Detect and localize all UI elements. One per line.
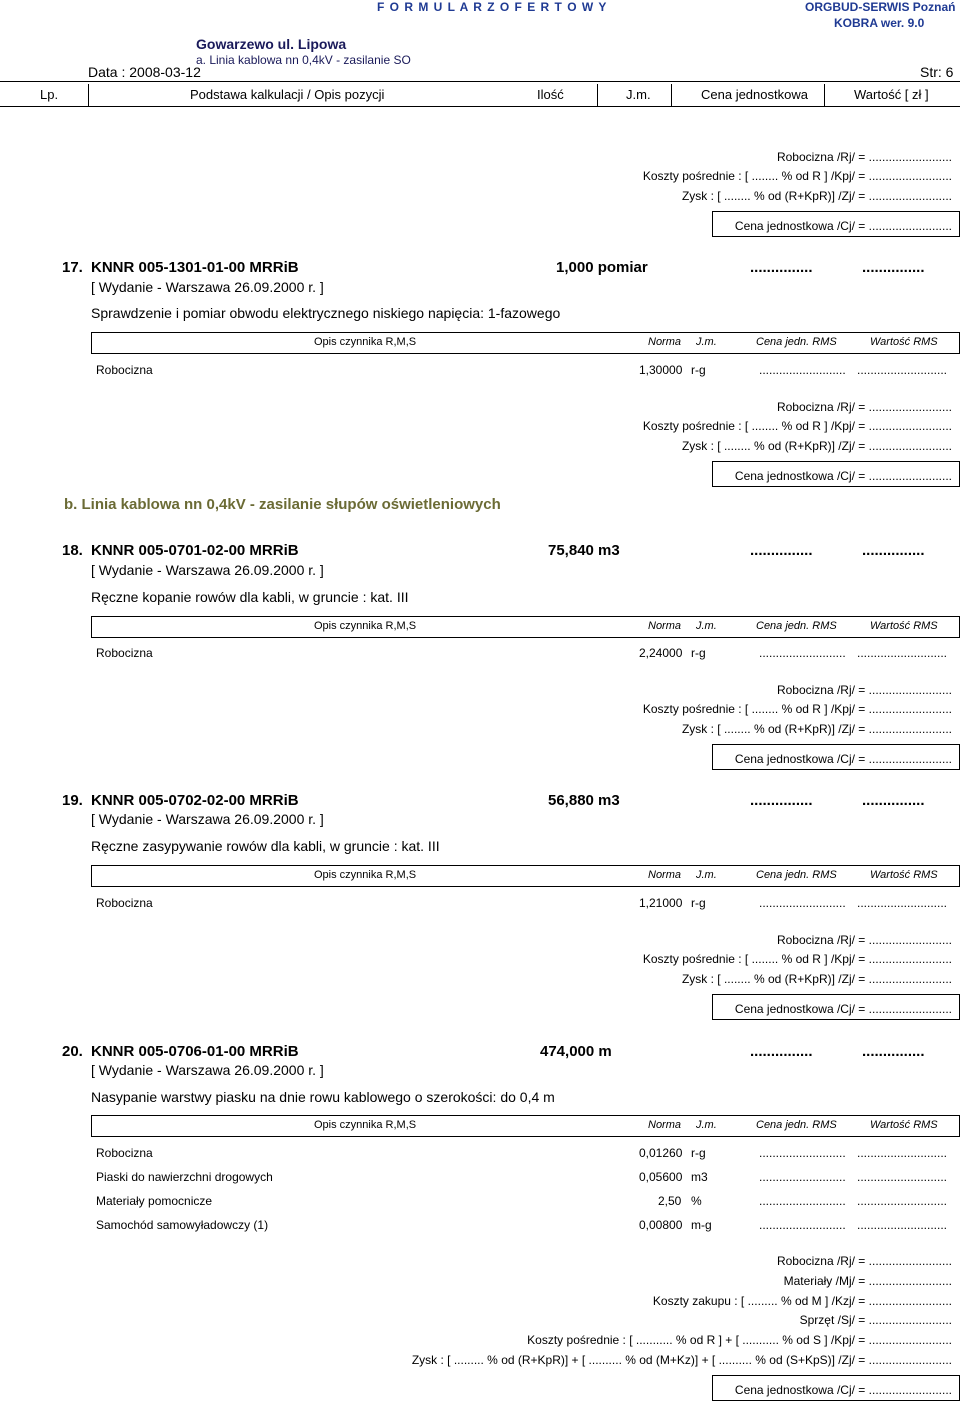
col-basis: Podstawa kalkulacji / Opis pozycji: [190, 87, 385, 102]
rms-norma-header: Norma: [648, 869, 682, 881]
rms-header: [91, 865, 960, 887]
item-description: Nasypanie warstwy piasku na dnie rowu kablowego o szerokości: do 0,4 m: [91, 1089, 555, 1105]
summary-kpj: Koszty pośrednie : [ ........... % od R ] + [ ........... % od S ] /Kpj/ = .........................: [527, 1333, 952, 1347]
resource-price-dots: ..........................: [759, 646, 846, 660]
col-unit-price: Cena jednostkowa: [701, 87, 808, 102]
rms-jm-header: J.m.: [696, 869, 717, 881]
resource-name: Materiały pomocnicze: [96, 1194, 213, 1208]
rms-desc-header: Opis czynnika R,M,S: [314, 336, 417, 348]
resource-name: Robocizna: [96, 1146, 153, 1160]
rms-norma-header: Norma: [648, 336, 682, 348]
resource-unit: %: [691, 1194, 702, 1208]
resource-price-dots: ..........................: [759, 1194, 846, 1208]
col-divider: [671, 84, 672, 106]
item-quantity: 1,000 pomiar: [556, 259, 648, 276]
resource-value-dots: ...........................: [857, 1194, 948, 1208]
item-quantity: 474,000 m: [540, 1043, 612, 1060]
summary-zj: Zysk : [ ........ % od (R+KpR)] /Zj/ = .........................: [681, 722, 952, 736]
item-unit-price-dots: ...............: [750, 1043, 813, 1060]
summary-cj: Cena jednostkowa /Cj/ = .........................: [734, 1002, 952, 1016]
summary-cj: Cena jednostkowa /Cj/ = .........................: [734, 219, 952, 233]
resource-value-dots: ...........................: [857, 1170, 948, 1184]
item-code: KNNR 005-0706-01-00 MRRiB: [91, 1043, 299, 1060]
rms-price-header: Cena jedn. RMS: [756, 869, 837, 881]
rms-jm-header: J.m.: [696, 1119, 717, 1131]
resource-value-dots: ...........................: [857, 1218, 948, 1232]
item-value-dots: ...............: [862, 259, 925, 276]
date-label: Data : 2008-03-12: [88, 64, 201, 80]
rms-price-header: Cena jedn. RMS: [756, 620, 837, 632]
item-edition: [ Wydanie - Warszawa 26.09.2000 r. ]: [91, 1062, 324, 1078]
resource-name: Piaski do nawierzchni drogowych: [96, 1170, 273, 1184]
form-title: F O R M U L A R Z O F E R T O W Y: [377, 0, 608, 14]
col-value: Wartość [ zł ]: [854, 87, 929, 102]
rms-value-header: Wartość RMS: [870, 1119, 938, 1131]
summary-kpj: Koszty pośrednie : [ ........ % od R ] /Kpj/ = .........................: [642, 169, 952, 183]
resource-norma: 0,05600: [639, 1170, 683, 1184]
col-divider: [824, 84, 825, 106]
summary-kpj: Koszty pośrednie : [ ........ % od R ] /Kpj/ = .........................: [642, 952, 952, 966]
summary-cj: Cena jednostkowa /Cj/ = .........................: [734, 752, 952, 766]
summary-kpj: Koszty pośrednie : [ ........ % od R ] /Kpj/ = .........................: [642, 702, 952, 716]
section-heading: b. Linia kablowa nn 0,4kV - zasilanie słupów oświetleniowych: [64, 496, 501, 513]
summary-zj: Zysk : [ ......... % od (R+KpR)] + [ .......... % od (M+Kz)] + [ .......... % od (S+KpS)] /Zj/ = .........................: [411, 1353, 952, 1367]
item-number: 18.: [62, 542, 83, 559]
resource-value-dots: ...........................: [857, 896, 948, 910]
rms-jm-header: J.m.: [696, 336, 717, 348]
item-code: KNNR 005-1301-01-00 MRRiB: [91, 259, 299, 276]
col-lp: Lp.: [40, 87, 59, 102]
rms-header: [91, 332, 960, 354]
resource-value-dots: ...........................: [857, 646, 948, 660]
rms-desc-header: Opis czynnika R,M,S: [314, 1119, 417, 1131]
resource-name: Robocizna: [96, 646, 153, 660]
page-number: Str: 6: [920, 64, 954, 80]
summary-sj: Sprzęt /Sj/ = .........................: [799, 1313, 952, 1327]
resource-price-dots: ..........................: [759, 363, 846, 377]
summary-rj: Robocizna /Rj/ = .........................: [776, 400, 952, 414]
resource-norma: 2,50: [658, 1194, 682, 1208]
item-value-dots: ...............: [862, 542, 925, 559]
resource-unit: r-g: [691, 363, 706, 377]
resource-value-dots: ...........................: [857, 363, 948, 377]
rms-norma-header: Norma: [648, 620, 682, 632]
item-description: Sprawdzenie i pomiar obwodu elektrycznego niskiego napięcia: 1-fazowego: [91, 305, 561, 321]
rms-value-header: Wartość RMS: [870, 869, 938, 881]
rms-value-header: Wartość RMS: [870, 620, 938, 632]
item-description: Ręczne kopanie rowów dla kabli, w gruncie : kat. III: [91, 589, 409, 605]
software-version: KOBRA wer. 9.0: [834, 16, 925, 30]
rms-value-header: Wartość RMS: [870, 336, 938, 348]
resource-unit: m-g: [691, 1218, 712, 1232]
resource-price-dots: ..........................: [759, 1146, 846, 1160]
item-unit-price-dots: ...............: [750, 259, 813, 276]
item-value-dots: ...............: [862, 1043, 925, 1060]
resource-norma: 0,01260: [639, 1146, 683, 1160]
item-number: 17.: [62, 259, 83, 276]
resource-unit: m3: [691, 1170, 708, 1184]
resource-unit: r-g: [691, 896, 706, 910]
company-name: ORGBUD-SERWIS Poznań: [805, 0, 956, 14]
resource-value-dots: ...........................: [857, 1146, 948, 1160]
summary-rj: Robocizna /Rj/ = .........................: [776, 1254, 952, 1268]
item-number: 19.: [62, 792, 83, 809]
rms-desc-header: Opis czynnika R,M,S: [314, 620, 417, 632]
summary-mj: Materiały /Mj/ = .........................: [783, 1274, 952, 1288]
col-divider: [597, 84, 598, 106]
item-description: Ręczne zasypywanie rowów dla kabli, w gruncie : kat. III: [91, 838, 440, 854]
resource-norma: 0,00800: [639, 1218, 683, 1232]
item-edition: [ Wydanie - Warszawa 26.09.2000 r. ]: [91, 811, 324, 827]
col-qty: Ilość: [537, 87, 564, 102]
rms-jm-header: J.m.: [696, 620, 717, 632]
col-unit: J.m.: [626, 87, 651, 102]
item-code: KNNR 005-0702-02-00 MRRiB: [91, 792, 299, 809]
header-bottom-rule: [0, 106, 960, 107]
item-unit-price-dots: ...............: [750, 542, 813, 559]
resource-name: Robocizna: [96, 896, 153, 910]
rms-header: [91, 1115, 960, 1137]
summary-rj: Robocizna /Rj/ = .........................: [776, 683, 952, 697]
summary-cj: Cena jednostkowa /Cj/ = .........................: [734, 1383, 952, 1397]
item-unit-price-dots: ...............: [750, 792, 813, 809]
summary-kzj: Koszty zakupu : [ ......... % od M ] /Kzj/ = .........................: [652, 1294, 952, 1308]
col-divider: [88, 84, 89, 106]
item-quantity: 56,880 m3: [548, 792, 620, 809]
resource-norma: 2,24000: [639, 646, 683, 660]
summary-cj: Cena jednostkowa /Cj/ = .........................: [734, 469, 952, 483]
resource-unit: r-g: [691, 646, 706, 660]
resource-unit: r-g: [691, 1146, 706, 1160]
site-title: Gowarzewo ul. Lipowa: [196, 36, 347, 52]
rms-norma-header: Norma: [648, 1119, 682, 1131]
resource-norma: 1,21000: [639, 896, 683, 910]
item-value-dots: ...............: [862, 792, 925, 809]
item-number: 20.: [62, 1043, 83, 1060]
summary-kpj: Koszty pośrednie : [ ........ % od R ] /Kpj/ = .........................: [642, 419, 952, 433]
summary-zj: Zysk : [ ........ % od (R+KpR)] /Zj/ = .........................: [681, 439, 952, 453]
resource-price-dots: ..........................: [759, 1218, 846, 1232]
resource-price-dots: ..........................: [759, 1170, 846, 1184]
rms-price-header: Cena jedn. RMS: [756, 1119, 837, 1131]
resource-price-dots: ..........................: [759, 896, 846, 910]
item-edition: [ Wydanie - Warszawa 26.09.2000 r. ]: [91, 279, 324, 295]
resource-name: Robocizna: [96, 363, 153, 377]
rms-header: [91, 616, 960, 638]
rms-price-header: Cena jedn. RMS: [756, 336, 837, 348]
item-quantity: 75,840 m3: [548, 542, 620, 559]
item-code: KNNR 005-0701-02-00 MRRiB: [91, 542, 299, 559]
summary-rj: Robocizna /Rj/ = .........................: [776, 150, 952, 164]
summary-rj: Robocizna /Rj/ = .........................: [776, 933, 952, 947]
item-edition: [ Wydanie - Warszawa 26.09.2000 r. ]: [91, 562, 324, 578]
rms-desc-header: Opis czynnika R,M,S: [314, 869, 417, 881]
resource-norma: 1,30000: [639, 363, 683, 377]
header-top-rule: [0, 81, 960, 82]
resource-name: Samochód samowyładowczy (1): [96, 1218, 269, 1232]
summary-zj: Zysk : [ ........ % od (R+KpR)] /Zj/ = .........................: [681, 189, 952, 203]
summary-zj: Zysk : [ ........ % od (R+KpR)] /Zj/ = .........................: [681, 972, 952, 986]
site-subtitle: a. Linia kablowa nn 0,4kV - zasilanie SO: [196, 53, 411, 67]
